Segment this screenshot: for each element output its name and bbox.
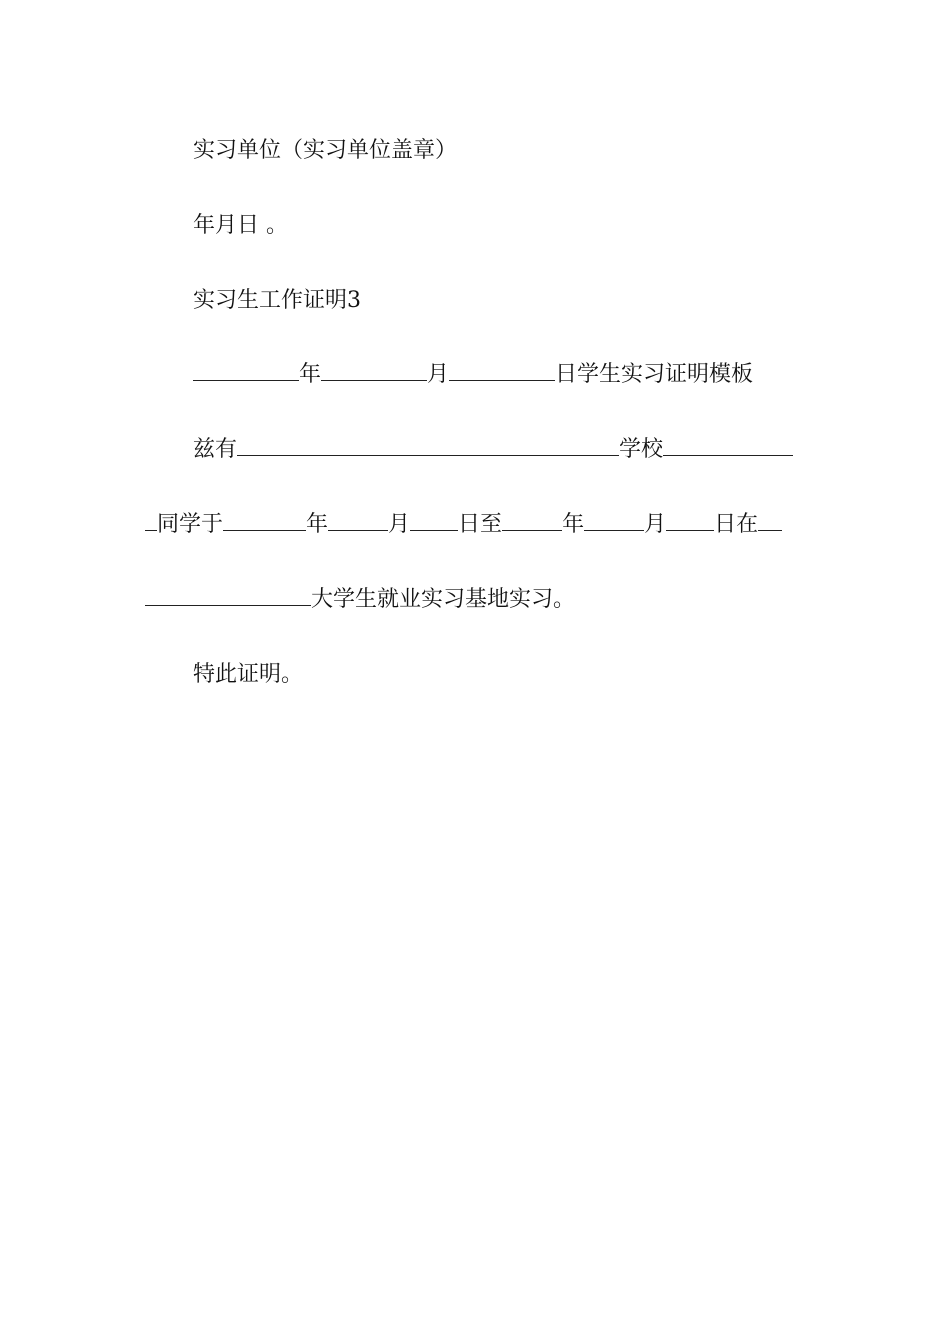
year-label: 年 [562,512,585,537]
fill-in-blank[interactable] [410,510,458,531]
fill-in-blank[interactable] [666,510,714,531]
month-label: 月 [427,362,450,387]
fill-in-blank[interactable] [193,360,299,381]
closing-text: 特此证明。 [193,662,304,687]
day-title-text: 日学生实习证明模板 [555,362,754,387]
year-label: 年 [306,512,329,537]
fill-in-blank[interactable] [663,435,793,456]
prefix-text: 兹有 [193,437,238,462]
certificate-heading [145,286,810,316]
month-label: 月 [388,512,411,537]
fill-in-blank[interactable] [321,360,427,381]
day-at-label: 日在 [714,512,759,537]
fill-in-blank[interactable] [328,510,388,531]
fill-in-blank[interactable] [223,510,306,531]
fill-in-blank[interactable] [449,360,555,381]
school-label: 学校 [619,437,664,462]
day-to-label: 日至 [458,512,503,537]
school-line [145,435,810,465]
year-label: 年 [299,362,322,387]
certificate-heading-text: 实习生工作证明3 [193,288,361,313]
fill-in-blank[interactable] [502,510,562,531]
period-line [145,510,810,540]
internship-base-line [145,585,810,615]
fill-in-blank[interactable] [758,510,782,531]
student-label: 同学于 [157,512,224,537]
fill-in-blank[interactable] [145,510,157,531]
fill-in-blank[interactable] [584,510,644,531]
date-placeholder-text: 年月日 。 [193,213,288,238]
internship-base-text: 大学生就业实习基地实习。 [311,587,576,612]
month-label: 月 [644,512,667,537]
date-placeholder-line [145,211,810,241]
closing-line [145,660,810,690]
internship-unit-seal-line [145,136,810,166]
fill-in-blank[interactable] [145,585,311,606]
internship-unit-seal-text: 实习单位（实习单位盖章） [193,138,458,163]
date-title-line [145,360,810,390]
fill-in-blank[interactable] [237,435,619,456]
